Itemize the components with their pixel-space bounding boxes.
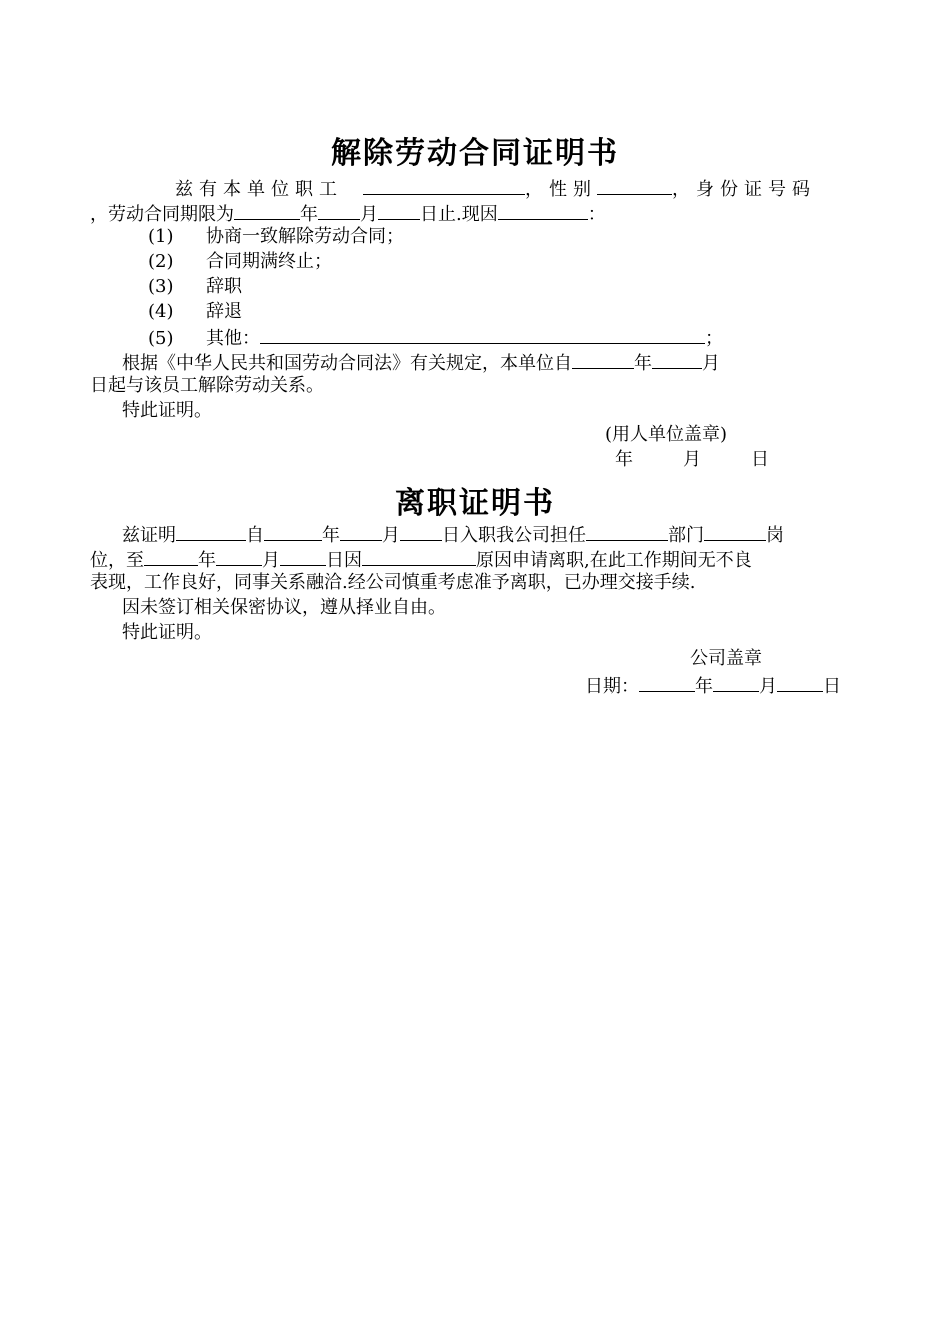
day-label: 日 <box>751 449 769 470</box>
law-line2: 日起与该员工解除劳动关系。 <box>90 375 324 396</box>
termination-intro-line2 <box>90 201 606 226</box>
department-blank[interactable] <box>586 522 668 541</box>
resignation-certify: 特此证明。 <box>122 622 212 643</box>
intro-text-c: ，身份证号码 <box>672 179 816 200</box>
resignation-line4: 因未签订相关保密协议，遵从择业自由。 <box>122 597 446 618</box>
text: 日因 <box>326 550 362 571</box>
option-text: 其他： <box>206 328 260 349</box>
month-label: 月 <box>360 204 378 225</box>
option-1 <box>148 226 404 248</box>
leave-year-blank[interactable] <box>144 547 198 566</box>
month-label: 月 <box>683 449 701 470</box>
text: 岗 <box>766 525 784 546</box>
other-end-label: ； <box>705 328 723 349</box>
month-label: 月 <box>702 353 720 374</box>
law-text-a: 根据《中华人民共和国劳动合同法》有关规定，本单位自 <box>122 353 572 374</box>
other-reason-blank[interactable] <box>260 325 705 344</box>
intro-text-b: ，性别 <box>525 179 597 200</box>
year-label: 年 <box>695 676 713 697</box>
option-number: (1) <box>148 226 174 247</box>
date-label: 日期： <box>585 676 639 697</box>
leave-month-blank[interactable] <box>216 547 262 566</box>
employer-stamp-label: (用人单位盖章) <box>605 424 728 445</box>
position-blank[interactable] <box>704 522 766 541</box>
join-month-blank[interactable] <box>340 522 382 541</box>
resignation-line3: 表现，工作良好，同事关系融洽.经公司慎重考虑准予离职，已办理交接手续. <box>90 572 696 593</box>
join-day-blank[interactable] <box>400 522 442 541</box>
date-year-blank[interactable] <box>639 673 695 692</box>
resignation-title: 离职证明书 <box>395 486 555 521</box>
termination-month-blank[interactable] <box>652 350 702 369</box>
option-number: (4) <box>148 301 174 322</box>
leave-day-blank[interactable] <box>280 547 326 566</box>
text: 自 <box>246 525 264 546</box>
termination-date-line <box>615 449 769 471</box>
resignation-date-line <box>585 673 841 698</box>
intro-text-a: 兹有本单位职工 <box>175 179 343 200</box>
contract-month-blank[interactable] <box>318 201 360 220</box>
option-text: 合同期满终止； <box>206 251 332 272</box>
company-stamp-label: 公司盖章 <box>690 648 762 669</box>
year-label: 年 <box>322 525 340 546</box>
reason-blank[interactable] <box>498 201 588 220</box>
month-label: 月 <box>759 676 777 697</box>
option-number: (3) <box>148 276 174 297</box>
month-label: 月 <box>262 550 280 571</box>
contract-day-blank[interactable] <box>378 201 420 220</box>
option-2 <box>148 251 332 273</box>
option-text: 辞退 <box>206 301 242 322</box>
gender-blank[interactable] <box>597 176 672 195</box>
year-label: 年 <box>615 449 633 470</box>
option-text: 辞职 <box>206 276 242 297</box>
year-label: 年 <box>198 550 216 571</box>
year-label: 年 <box>634 353 652 374</box>
option-5 <box>148 325 723 350</box>
colon-label: ： <box>587 204 606 225</box>
resignation-line1 <box>122 522 784 547</box>
termination-title: 解除劳动合同证明书 <box>331 136 619 171</box>
year-label: 年 <box>300 204 318 225</box>
termination-certify: 特此证明。 <box>122 400 212 421</box>
option-text: 协商一致解除劳动合同； <box>206 226 404 247</box>
text: 原因申请离职,在此工作期间无不良 <box>476 550 752 571</box>
intro-text-d: ，劳动合同期限为 <box>90 204 234 225</box>
leave-reason-blank[interactable] <box>362 547 476 566</box>
option-number: (2) <box>148 251 174 272</box>
text: 位，至 <box>90 550 144 571</box>
resignation-line2 <box>90 547 752 572</box>
month-label: 月 <box>382 525 400 546</box>
option-4 <box>148 301 242 323</box>
option-3 <box>148 276 242 298</box>
date-month-blank[interactable] <box>713 673 759 692</box>
join-year-blank[interactable] <box>264 522 322 541</box>
law-line1 <box>122 350 720 375</box>
text: 部门 <box>668 525 704 546</box>
employee-name-blank[interactable] <box>176 522 246 541</box>
day-label: 日 <box>823 676 841 697</box>
termination-intro-line1 <box>175 176 816 201</box>
contract-year-blank[interactable] <box>234 201 300 220</box>
text: 日入职我公司担任 <box>442 525 586 546</box>
text: 兹证明 <box>122 525 176 546</box>
date-day-blank[interactable] <box>777 673 823 692</box>
until-label: 日止.现因 <box>420 204 498 225</box>
option-number: (5) <box>148 328 174 349</box>
employee-name-blank[interactable] <box>363 176 525 195</box>
termination-year-blank[interactable] <box>572 350 634 369</box>
